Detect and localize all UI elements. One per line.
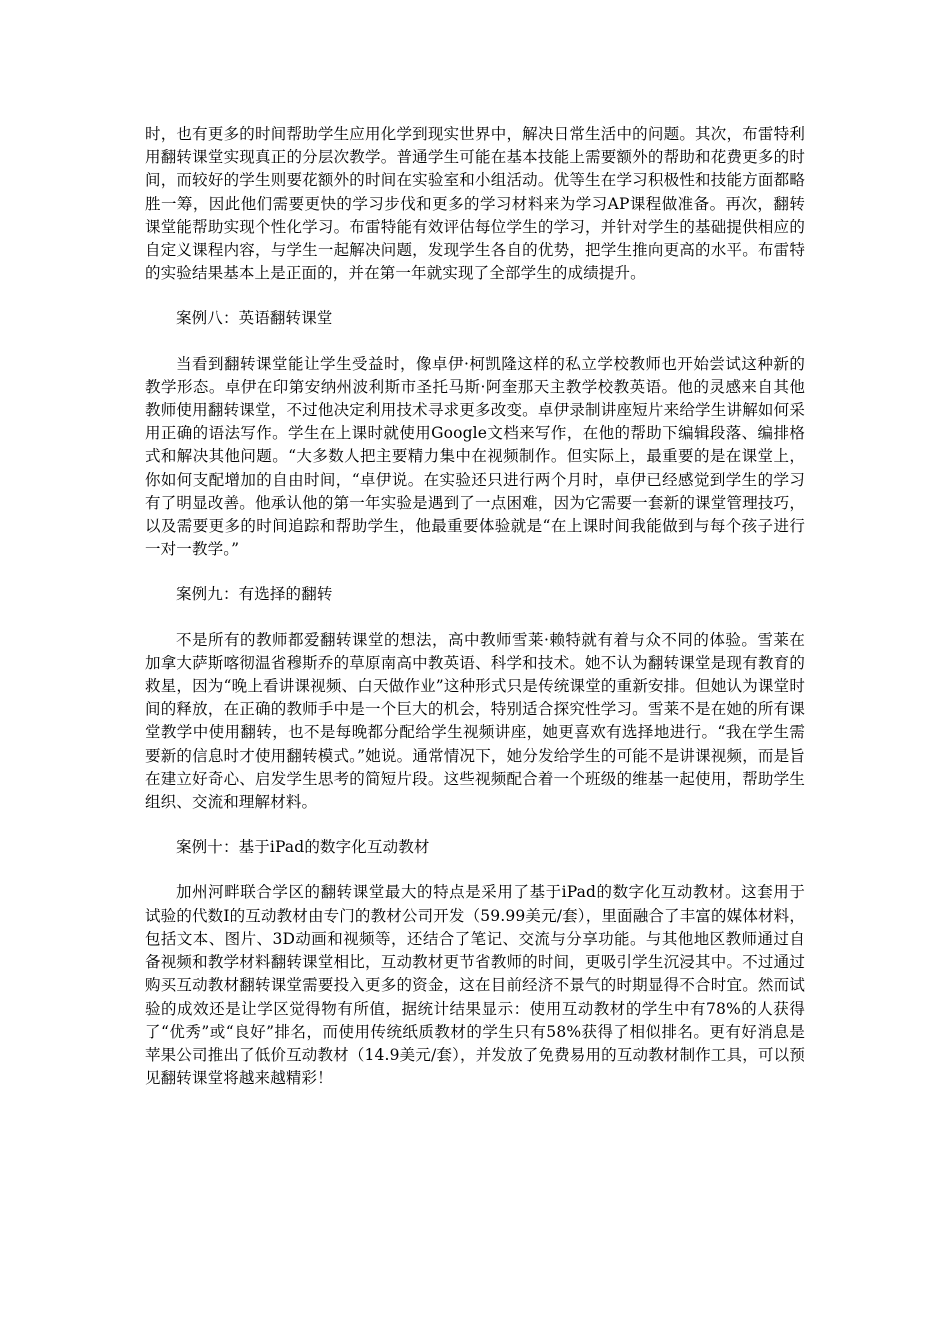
- section-heading: 案例八：英语翻转课堂: [176, 309, 333, 328]
- document-page: [145, 123, 805, 1112]
- body-paragraph: 不是所有的教师都爱翻转课堂的想法，高中教师雪莱·赖特就有着与众不同的体验。雪莱在加拿大萨斯喀彻温省穆斯乔的草原南高中教英语、科学和技术。她不认为翻转课堂是现有教育的救星，因为“晚上看讲课视频、白天做作业”这种形式只是传统课堂的重新安排。但她认为课堂时间的释放，在正确的教师手中是一个巨大的机会，特别适合探究性学习。雪莱不是在她的所有课堂教学中使用翻转，也不是每晚都分配给学生视频讲座，她更喜欢有选择地进行。“我在学生需要新的信息时才使用翻转模式。”她说。通常情况下，她分发给学生的可能不是讲课视频，而是旨在建立好奇心、启发学生思考的简短片段。这些视频配合着一个班级的维基一起使用，帮助学生组织、交流和理解材料。: [145, 630, 805, 812]
- body-paragraph: 当看到翻转课堂能让学生受益时，像卓伊·柯凯隆这样的私立学校教师也开始尝试这种新的教学形态。卓伊在印第安纳州波利斯市圣托马斯·阿奎那天主教学校教英语。他的灵感来自其他教师使用翻转课堂，不过他决定利用技术寻求更多改变。卓伊录制讲座短片来给学生讲解如何采用正确的语法写作。学生在上课时就使用Google文档来写作，在他的帮助下编辑段落、编排格式和解决其他问题。“大多数人把主要精力集中在视频制作。但实际上，最重要的是在课堂上，你如何支配增加的自由时间，“卓伊说。在实验还只进行两个月时，卓伊已经感觉到学生的学习有了明显改善。他承认他的第一年实验是遇到了一点困难，因为它需要一套新的课堂管理技巧，以及需要更多的时间追踪和帮助学生，他最重要体验就是“在上课时间我能做到与每个孩子进行一对一教学。”: [145, 354, 805, 559]
- body-paragraph: 时，也有更多的时间帮助学生应用化学到现实世界中，解决日常生活中的问题。其次，布雷特利用翻转课堂实现真正的分层次教学。普通学生可能在基本技能上需要额外的帮助和花费更多的时间，而较好的学生则要花额外的时间在实验室和小组活动。优等生在学习积极性和技能方面都略胜一筹，因此他们需要更快的学习步伐和更多的学习材料来为学习AP课程做准备。再次，翻转课堂能帮助实现个性化学习。布雷特能有效评估每位学生的学习，并针对学生的基础提供相应的自定义课程内容，与学生一起解决问题，发现学生各自的优势，把学生推向更高的水平。布雷特的实验结果基本上是正面的，并在第一年就实现了全部学生的成绩提升。: [145, 125, 805, 283]
- section-heading: 案例十：基于iPad的数字化互动教材: [176, 838, 430, 857]
- body-paragraph: 加州河畔联合学区的翻转课堂最大的特点是采用了基于iPad的数字化互动教材。这套用于试验的代数I的互动教材由专门的教材公司开发（59.99美元/套），里面融合了丰富的媒体材料，包括文本、图片、3D动画和视频等，还结合了笔记、交流与分享功能。与其他地区教师通过自备视频和教学材料翻转课堂相比，互动教材更节省教师的时间，更吸引学生沉浸其中。不过通过购买互动教材翻转课堂需要投入更多的资金，这在目前经济不景气的时期显得不合时宜。然而试验的成效还是让学区觉得物有所值，据统计结果显示：使用互动教材的学生中有78%的人获得了“优秀”或“良好”排名，而使用传统纸质教材的学生只有58%获得了相似排名。更有好消息是苹果公司推出了低价互动教材（14.9美元/套），并发放了免费易用的互动教材制作工具，可以预见翻转课堂将越来越精彩！: [145, 883, 805, 1088]
- section-heading: 案例九：有选择的翻转: [176, 585, 333, 604]
